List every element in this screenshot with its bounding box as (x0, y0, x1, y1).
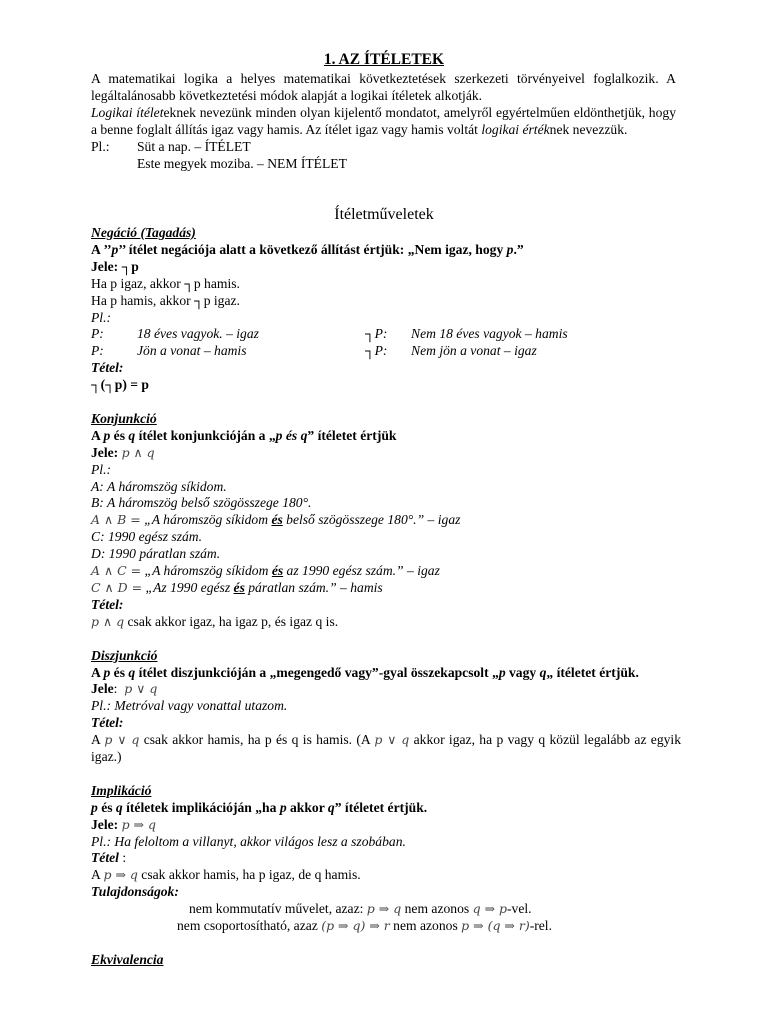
neg-ex1-var: P: (91, 326, 104, 342)
example-2: Este megyek moziba. – NEM ÍTÉLET (137, 155, 347, 171)
conj-ac-1: „A háromszög síkidom (141, 563, 272, 579)
disj-jele-symbol: p ∨ q (124, 681, 158, 697)
example-1: Süt a nap. – ÍTÉLET (137, 138, 251, 154)
negation-heading: Negáció (Tagadás) (91, 225, 196, 240)
conjunction-statement-d: D: 1990 páratlan szám. (91, 546, 221, 562)
neg-jele-symbol: ┐p (121, 258, 139, 274)
example-row-1 (91, 139, 676, 156)
disj-t-c: akkor igaz, ha p vagy q közül legalább az egyik igaz.) (91, 732, 682, 765)
conj-ac-2: az 1990 egész szám.” – igaz (283, 563, 440, 579)
neg-def-p: p (111, 241, 119, 257)
disjunction-notation: Jele: p ∨ q (91, 681, 158, 697)
negation-rule-2: Ha p hamis, akkor ┐p igaz. (91, 292, 240, 308)
spacer (91, 766, 681, 783)
disj-def-p: p (103, 664, 111, 680)
impl-def-f: akkor (286, 799, 328, 815)
implication-notation (91, 817, 681, 834)
intro-p2-text: eknek nevezünk minden olyan kijelentő mondatot, amelyről egyértelműen eldönthetjük, hogy a benne foglalt állítás igaz vagy hamis. Az ítélet igaz vagy hamis voltát (91, 104, 676, 137)
neg-ex1-nvar: ┐P: (365, 326, 388, 342)
impl-def-h: ” ítéletet értjük. (334, 799, 428, 815)
conjunction-statement-a: A: A háromszög síkidom. (91, 478, 227, 494)
spacer (91, 394, 681, 411)
conj-ab-es: és (271, 512, 283, 528)
impl-t-b: csak akkor hamis, ha p igaz, de q hamis. (137, 867, 361, 883)
disj-def-c: ítélet diszjunkcióján a „megengedő vagy”-gyal összekapcsolt „ (135, 664, 499, 680)
example-row-2 (91, 156, 676, 173)
conjunction-statement-b: B: A háromszög belső szögösszege 180°. (91, 495, 312, 511)
negation-example-label: Pl.: (91, 309, 112, 325)
spacer (91, 935, 681, 952)
implication-definition (91, 800, 681, 817)
conj-def-b: és (110, 427, 129, 443)
negation-theorem-label: Tétel: (91, 360, 124, 376)
neg-def-p2: p (506, 241, 514, 257)
impl-prop2-c: -rel. (529, 918, 552, 934)
disjunction-heading: Diszjunkció (91, 647, 158, 663)
conj-cd-symbol: C ∧ D = (91, 580, 143, 596)
conjunction-example-cd (91, 580, 681, 597)
implication-property-1 (91, 901, 681, 918)
impl-prop1-c: -vel. (507, 901, 532, 917)
implication-theorem-label-line: Tétel : (91, 850, 127, 866)
conj-ab-symbol: A ∧ B = (91, 512, 141, 528)
spacer (91, 631, 681, 648)
neg-jele-label: Jele: (91, 258, 119, 274)
negation-example-row (91, 343, 681, 360)
term-logical-proposition: Logikai ítélet (91, 104, 164, 120)
conj-jele-symbol: p ∧ q (121, 444, 155, 460)
conj-jele-label: Jele: (91, 444, 119, 460)
impl-def-b: és (97, 799, 116, 815)
neg-ex1-text: 18 éves vagyok. – igaz (137, 326, 259, 342)
disj-def-d: p (498, 664, 506, 680)
example-label: Pl.: (91, 138, 110, 154)
disjunction-definition (91, 665, 681, 682)
negation-definition (91, 242, 681, 259)
conj-def-c: ítélet konjunkcióján a „ (135, 427, 276, 443)
term-logical-value: logikai érték (481, 121, 550, 137)
neg-ex2-text: Jön a vonat – hamis (137, 343, 247, 359)
operations-content (91, 225, 681, 969)
neg-def-a: A ’’ (91, 241, 112, 257)
conj-ac-es: és (271, 563, 284, 579)
impl-t-a: A (91, 867, 104, 883)
neg-ex2-var: P: (91, 343, 104, 359)
page-title: 1. AZ ÍTÉLETEK (323, 51, 445, 68)
disj-def-f: q (539, 664, 547, 680)
impl-def-e: p (279, 799, 287, 815)
impl-def-d: ítéletek implikációján „ha (122, 799, 280, 815)
impl-jele-label: Jele: (91, 816, 119, 832)
impl-prop1-a: nem kommutatív művelet, azaz: (189, 901, 367, 917)
impl-prop1-b: nem azonos (401, 901, 473, 917)
disj-def-q: q (128, 664, 136, 680)
conj-cd-es: és (233, 580, 245, 596)
operations-heading: Ítéletműveletek (334, 206, 434, 223)
negation-rule-1: Ha p igaz, akkor ┐p hamis. (91, 275, 240, 291)
implication-heading: Implikáció (91, 782, 152, 798)
implication-theorem (91, 867, 681, 884)
conjunction-heading: Konjunkció (91, 410, 157, 426)
conj-def-e: ” ítéletet értjük (307, 427, 397, 443)
disj-t-symbol-2: p ∨ q (374, 732, 410, 748)
conjunction-example-ab (91, 512, 681, 529)
disj-def-e: vagy (505, 664, 540, 680)
disj-def-b: és (110, 664, 129, 680)
disjunction-theorem (91, 732, 681, 766)
disj-def-a: A (91, 664, 104, 680)
conj-cd-1: „Az 1990 egész (142, 580, 234, 596)
intro-paragraph-1: A matematikai logika a helyes matematikai következtetések szerkezeti törvényeivel foglalkozik. A legáltalánosabb következtetési módok alapját a logikai ítéletek alkotják. (91, 71, 676, 103)
conjunction-theorem (91, 614, 681, 631)
implication-theorem-label: Tétel (91, 850, 119, 866)
disj-t-b: csak akkor hamis, ha p és q is hamis. (A (139, 732, 375, 748)
impl-t-symbol: p ⇒ q (103, 867, 138, 883)
neg-def-b: ’’ ítélet negációja alatt a következő állítást értjük: „Nem igaz, hogy (118, 241, 507, 257)
impl-prop2-symbol-2: p ⇒ (q ⇒ r) (461, 918, 530, 934)
conjunction-notation (91, 445, 681, 462)
implication-properties-label: Tulajdonságok: (91, 884, 179, 900)
conj-ac-symbol: A ∧ C = (91, 563, 142, 579)
conj-tetel-text: csak akkor igaz, ha igaz p, és igaz q is. (124, 613, 339, 629)
conjunction-theorem-label: Tétel: (91, 596, 124, 612)
intro-section (91, 71, 676, 172)
impl-prop2-a: nem csoportosítható, azaz (177, 918, 322, 934)
conjunction-example-ac (91, 563, 681, 580)
impl-def-g: q (327, 799, 335, 815)
disj-t-a: A (91, 732, 105, 748)
neg-ex2-nvar: ┐P: (365, 343, 388, 359)
neg-ex1-ntext: Nem 18 éves vagyok – hamis (411, 326, 568, 342)
disj-def-g: „ ítéletet értjük. (546, 664, 639, 680)
conjunction-example-label: Pl.: (91, 461, 112, 477)
impl-prop1-symbol-2: q ⇒ p (472, 901, 508, 917)
impl-prop1-symbol-1: p ⇒ q (366, 901, 402, 917)
implication-example: Pl.: Ha feloltom a villanyt, akkor világos lesz a szobában. (91, 833, 406, 849)
conj-def-p: p (103, 427, 111, 443)
equivalence-heading: Ekvivalencia (91, 951, 164, 967)
impl-def-c: q (115, 799, 123, 815)
impl-def-a: p (91, 799, 98, 815)
impl-prop2-symbol-1: (p ⇒ q) ⇒ r (321, 918, 390, 934)
implication-property-2 (91, 918, 681, 935)
impl-jele-symbol: p ⇒ q (121, 816, 157, 832)
intro-paragraph-2 (91, 105, 676, 139)
disjunction-theorem-label: Tétel: (91, 715, 124, 731)
conj-def-q: q (128, 427, 136, 443)
conj-tetel-symbol: p ∧ q (91, 613, 125, 629)
negation-notation (91, 259, 681, 276)
impl-prop2-b: nem azonos (389, 918, 462, 934)
neg-ex2-ntext: Nem jön a vonat – igaz (411, 343, 537, 359)
disjunction-example: Pl.: Metróval vagy vonattal utazom. (91, 698, 288, 714)
disj-jele-label: Jele (91, 681, 114, 697)
conj-ab-2: belső szögösszege 180°.” – igaz (282, 512, 461, 528)
conjunction-definition (91, 428, 681, 445)
negation-theorem-formula: ┐(┐p) = p (91, 377, 149, 393)
conj-cd-2: páratlan szám.” – hamis (244, 580, 383, 596)
neg-def-c: .” (513, 241, 524, 257)
conj-def-a: A (91, 427, 104, 443)
conj-ab-1: „A háromszög síkidom (140, 512, 272, 528)
intro-p2-end: nek nevezzük. (549, 121, 628, 137)
conj-def-d: p és q (275, 427, 308, 443)
disj-t-symbol-1: p ∨ q (104, 732, 140, 748)
conjunction-statement-c: C: 1990 egész szám. (91, 529, 203, 545)
negation-example-row (91, 326, 681, 343)
